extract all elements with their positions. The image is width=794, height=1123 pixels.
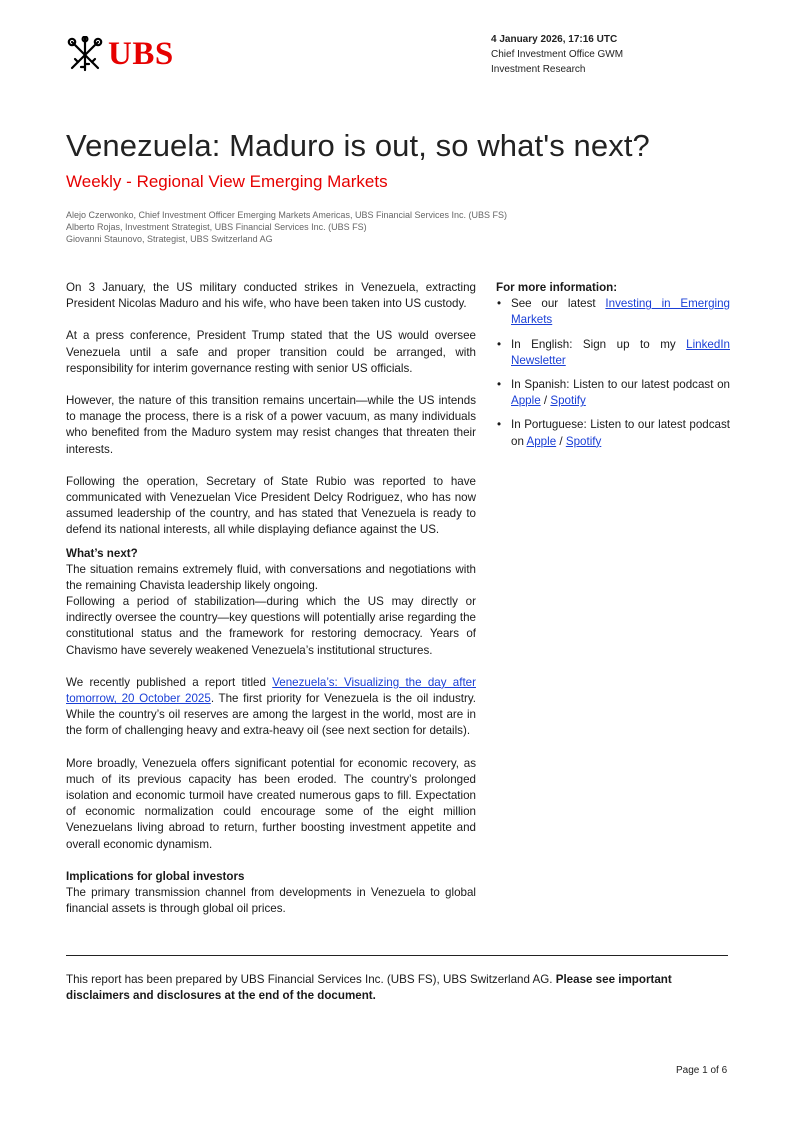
sidebar-item-text: In Spanish: Listen to our latest podcast on — [511, 378, 730, 392]
bullet-icon: • — [497, 418, 502, 432]
page-subtitle — [66, 172, 388, 192]
paragraph: The situation remains extremely fluid, with conversations and negotiations with the remaining Chavista leadership likely ongoing. — [66, 562, 476, 592]
link-separator: / — [543, 394, 548, 408]
subtitle-section: Regional View Emerging Markets — [136, 172, 388, 191]
investing-em-link[interactable]: Investing in Emerging Markets — [511, 297, 730, 327]
main-article — [66, 280, 476, 917]
subtitle-separator: - — [126, 172, 132, 191]
ubs-logo — [66, 36, 174, 72]
bullet-icon: • — [497, 378, 502, 392]
section-heading-implications: Implications for global investors — [66, 869, 245, 883]
disclaimer-text: This report has been prepared by UBS Financial Services Inc. (UBS FS), UBS Switzerland AG. — [66, 973, 556, 986]
report-intro-text: We recently published a report titled — [66, 675, 273, 689]
bullet-icon: • — [497, 297, 502, 311]
paragraph: However, the nature of this transition remains uncertain—while the US intends to manage the process, there is a risk of a power vacuum, as many individuals who benefited from the Maduro system may resist changes that threaten their interests. — [66, 394, 476, 456]
report-date: 4 January 2026, 17:16 UTC — [491, 34, 618, 45]
section-heading-whats-next: What’s next? — [66, 546, 138, 560]
link-separator: / — [559, 434, 563, 448]
report-department: Chief Investment Office GWM — [491, 49, 624, 60]
paragraph: On 3 January, the US military conducted strikes in Venezuela, extracting President Nicolas Maduro and his wife, who have been taken into US custody. — [66, 281, 476, 311]
footer-divider — [66, 955, 728, 956]
sidebar-item-text: See our latest — [511, 297, 606, 311]
paragraph: Following a period of stabilization—during which the US may directly or indirectly oversee the country—key questions will potentially arise regarding the constitutional status and the framework for restoring democracy. Years of Chavismo have severely weakened Venezuela’s institutional structures. — [66, 595, 476, 657]
sidebar-item-spanish — [496, 377, 730, 409]
sidebar-item-text: In English: Sign up to my — [511, 337, 687, 351]
author-line: Alejo Czerwonko, Chief Investment Officer Emerging Markets Americas, UBS Financial Services Inc. (UBS FS) — [66, 210, 507, 220]
sidebar-heading: For more information: — [496, 281, 618, 294]
sidebar-item-investing — [496, 296, 730, 328]
page-number: Page 1 of 6 — [676, 1065, 728, 1076]
paragraph: The primary transmission channel from developments in Venezuela to global financial assets is through global oil prices. — [66, 885, 476, 916]
report-category: Investment Research — [491, 64, 586, 75]
author-line: Alberto Rojas, Investment Strategist, UBS Financial Services Inc. (UBS FS) — [66, 222, 367, 232]
subtitle-series: Weekly — [66, 172, 122, 191]
report-meta — [491, 32, 623, 77]
sidebar-item-text: In Portuguese: Listen to our latest podcast on — [511, 418, 730, 448]
author-list — [66, 209, 507, 245]
sidebar-item-english — [496, 337, 730, 369]
bullet-icon: • — [497, 337, 502, 351]
disclaimer-note — [66, 972, 706, 1004]
spotify-podcast-link-spanish[interactable]: Spotify — [550, 394, 586, 408]
disclaimer-bold-text: Please see important disclaimers and disclosures at the end of the document. — [66, 973, 672, 1002]
sidebar-list — [496, 296, 730, 450]
paragraph: At a press conference, President Trump stated that the US would oversee Venezuela until a safe and proper transition could be arranged, with responsibility for interim governance resting with senior US officials. — [66, 329, 476, 375]
ubs-keys-icon — [66, 36, 104, 72]
spotify-podcast-link-portuguese[interactable]: Spotify — [565, 434, 602, 448]
sidebar-item-portuguese — [496, 417, 730, 449]
paragraph: More broadly, Venezuela offers significant potential for economic recovery, as much of its previous capacity has been eroded. The country’s prolonged isolation and economic turmoil have created numerous gaps to fill. Expectation of economic normalization could encourage some of the eight million Venezuelans living abroad to return, further boosting investment appetite and overall economic dynamism. — [66, 756, 476, 851]
report-body-text: . The first priority for Venezuela is the oil industry. While the country’s oil reserves are among the largest in the world, most are in the form of challenging heavy and extra-heavy oil (see next section for details). — [66, 692, 476, 738]
more-info-sidebar — [496, 280, 730, 458]
ubs-brand-name: UBS — [108, 36, 174, 72]
apple-podcast-link-portuguese[interactable]: Apple — [526, 434, 557, 448]
page-title: Venezuela: Maduro is out, so what's next? — [66, 128, 650, 163]
author-line: Giovanni Staunovo, Strategist, UBS Switzerland AG — [66, 234, 273, 244]
linkedin-newsletter-link[interactable]: LinkedIn Newsletter — [511, 337, 730, 367]
paragraph: Following the operation, Secretary of State Rubio was reported to have communicated with Venezuelan Vice President Delcy Rodriguez, who has now assumed leadership of the country, and has stated that Venezuela is ready to defend its national interests, all while displaying defiance against the US. — [66, 474, 476, 537]
paragraph-report — [66, 675, 476, 740]
apple-podcast-link-spanish[interactable]: Apple — [511, 394, 541, 408]
venezuela-report-link[interactable]: Venezuela’s: Visualizing the day after tomorrow, 20 October 2025 — [66, 675, 476, 706]
